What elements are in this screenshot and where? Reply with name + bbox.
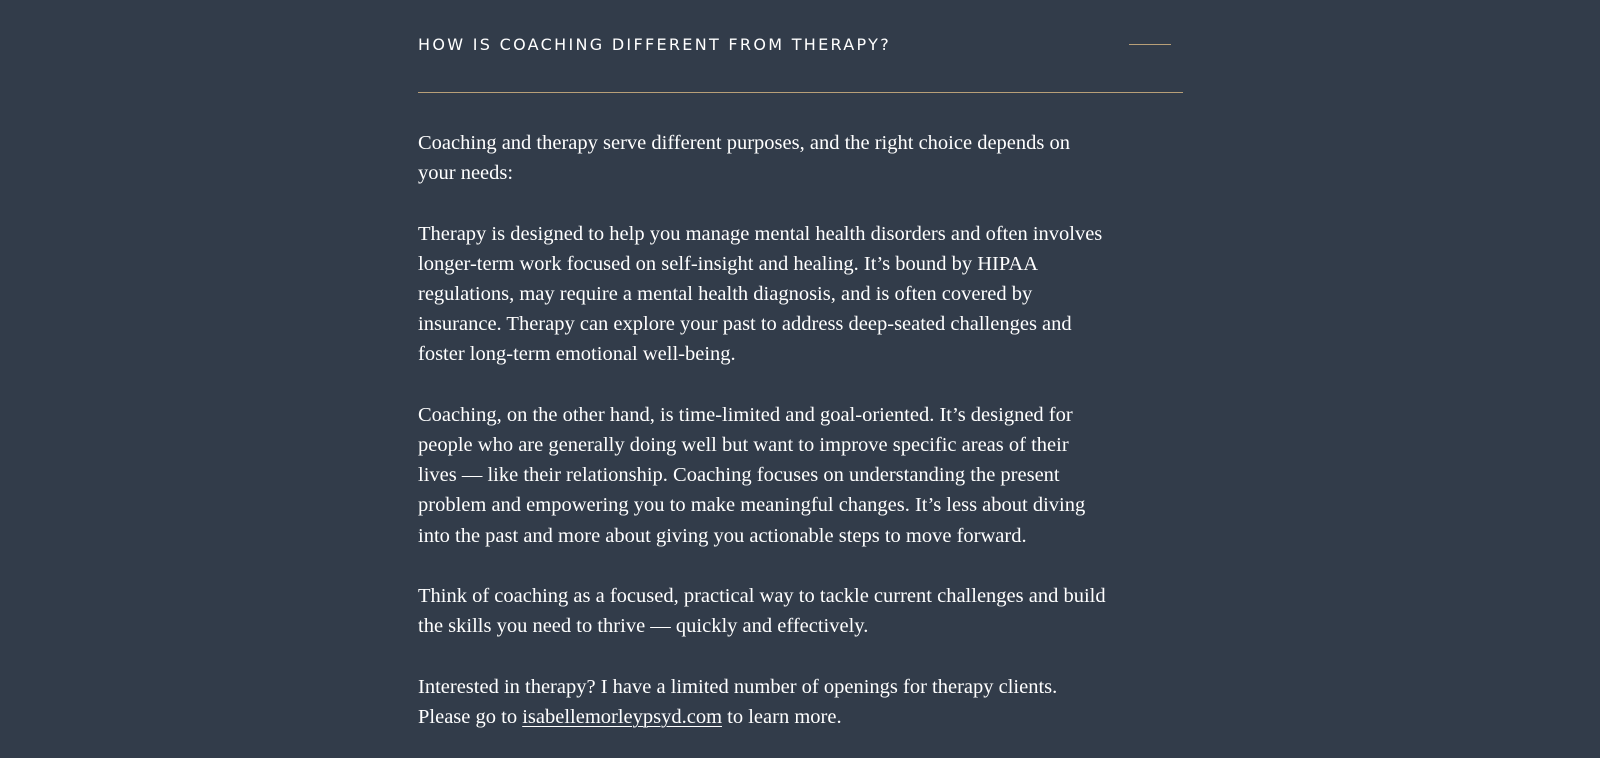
referral-prefix: Please go to	[418, 705, 518, 728]
referral-suffix: to learn more.	[727, 705, 842, 728]
referral-line-1: Interested in therapy? I have a limited number of openings for therapy clients.	[418, 675, 1058, 698]
faq-answer	[418, 128, 1108, 758]
faq-accordion-item	[418, 0, 1183, 728]
collapse-minus-icon[interactable]	[1129, 44, 1171, 45]
faq-question-title[interactable]: HOW IS COACHING DIFFERENT FROM THERAPY?	[418, 35, 892, 54]
therapy-site-link[interactable]: isabellemorleypsyd.com	[522, 705, 723, 728]
answer-paragraph-therapy-referral	[418, 672, 1108, 732]
faq-question-header[interactable]	[418, 0, 1183, 93]
answer-paragraph-coaching: Coaching, on the other hand, is time-limited and goal-oriented. It’s designed for people who are generally doing well but want to improve specific areas of their lives — like their relationship. Coaching focuses on understanding the present problem and empowering you to make meaningful changes. It’s less about diving into the past and more about giving you actionable steps to move forward.	[418, 403, 1086, 547]
answer-paragraph-therapy: Therapy is designed to help you manage mental health disorders and often involves longer-term work focused on self-insight and healing. It’s bound by HIPAA regulations, may require a mental health diagnosis, and is often covered by insurance. Therapy can explore your past to address deep-seated challenges and foster long-term emotional well-being.	[418, 222, 1103, 366]
answer-paragraph-intro: Coaching and therapy serve different purposes, and the right choice depends on your needs:	[418, 132, 1070, 185]
answer-paragraph-summary: Think of coaching as a focused, practical way to tackle current challenges and build the skills you need to thrive — quickly and effectively.	[418, 585, 1106, 638]
